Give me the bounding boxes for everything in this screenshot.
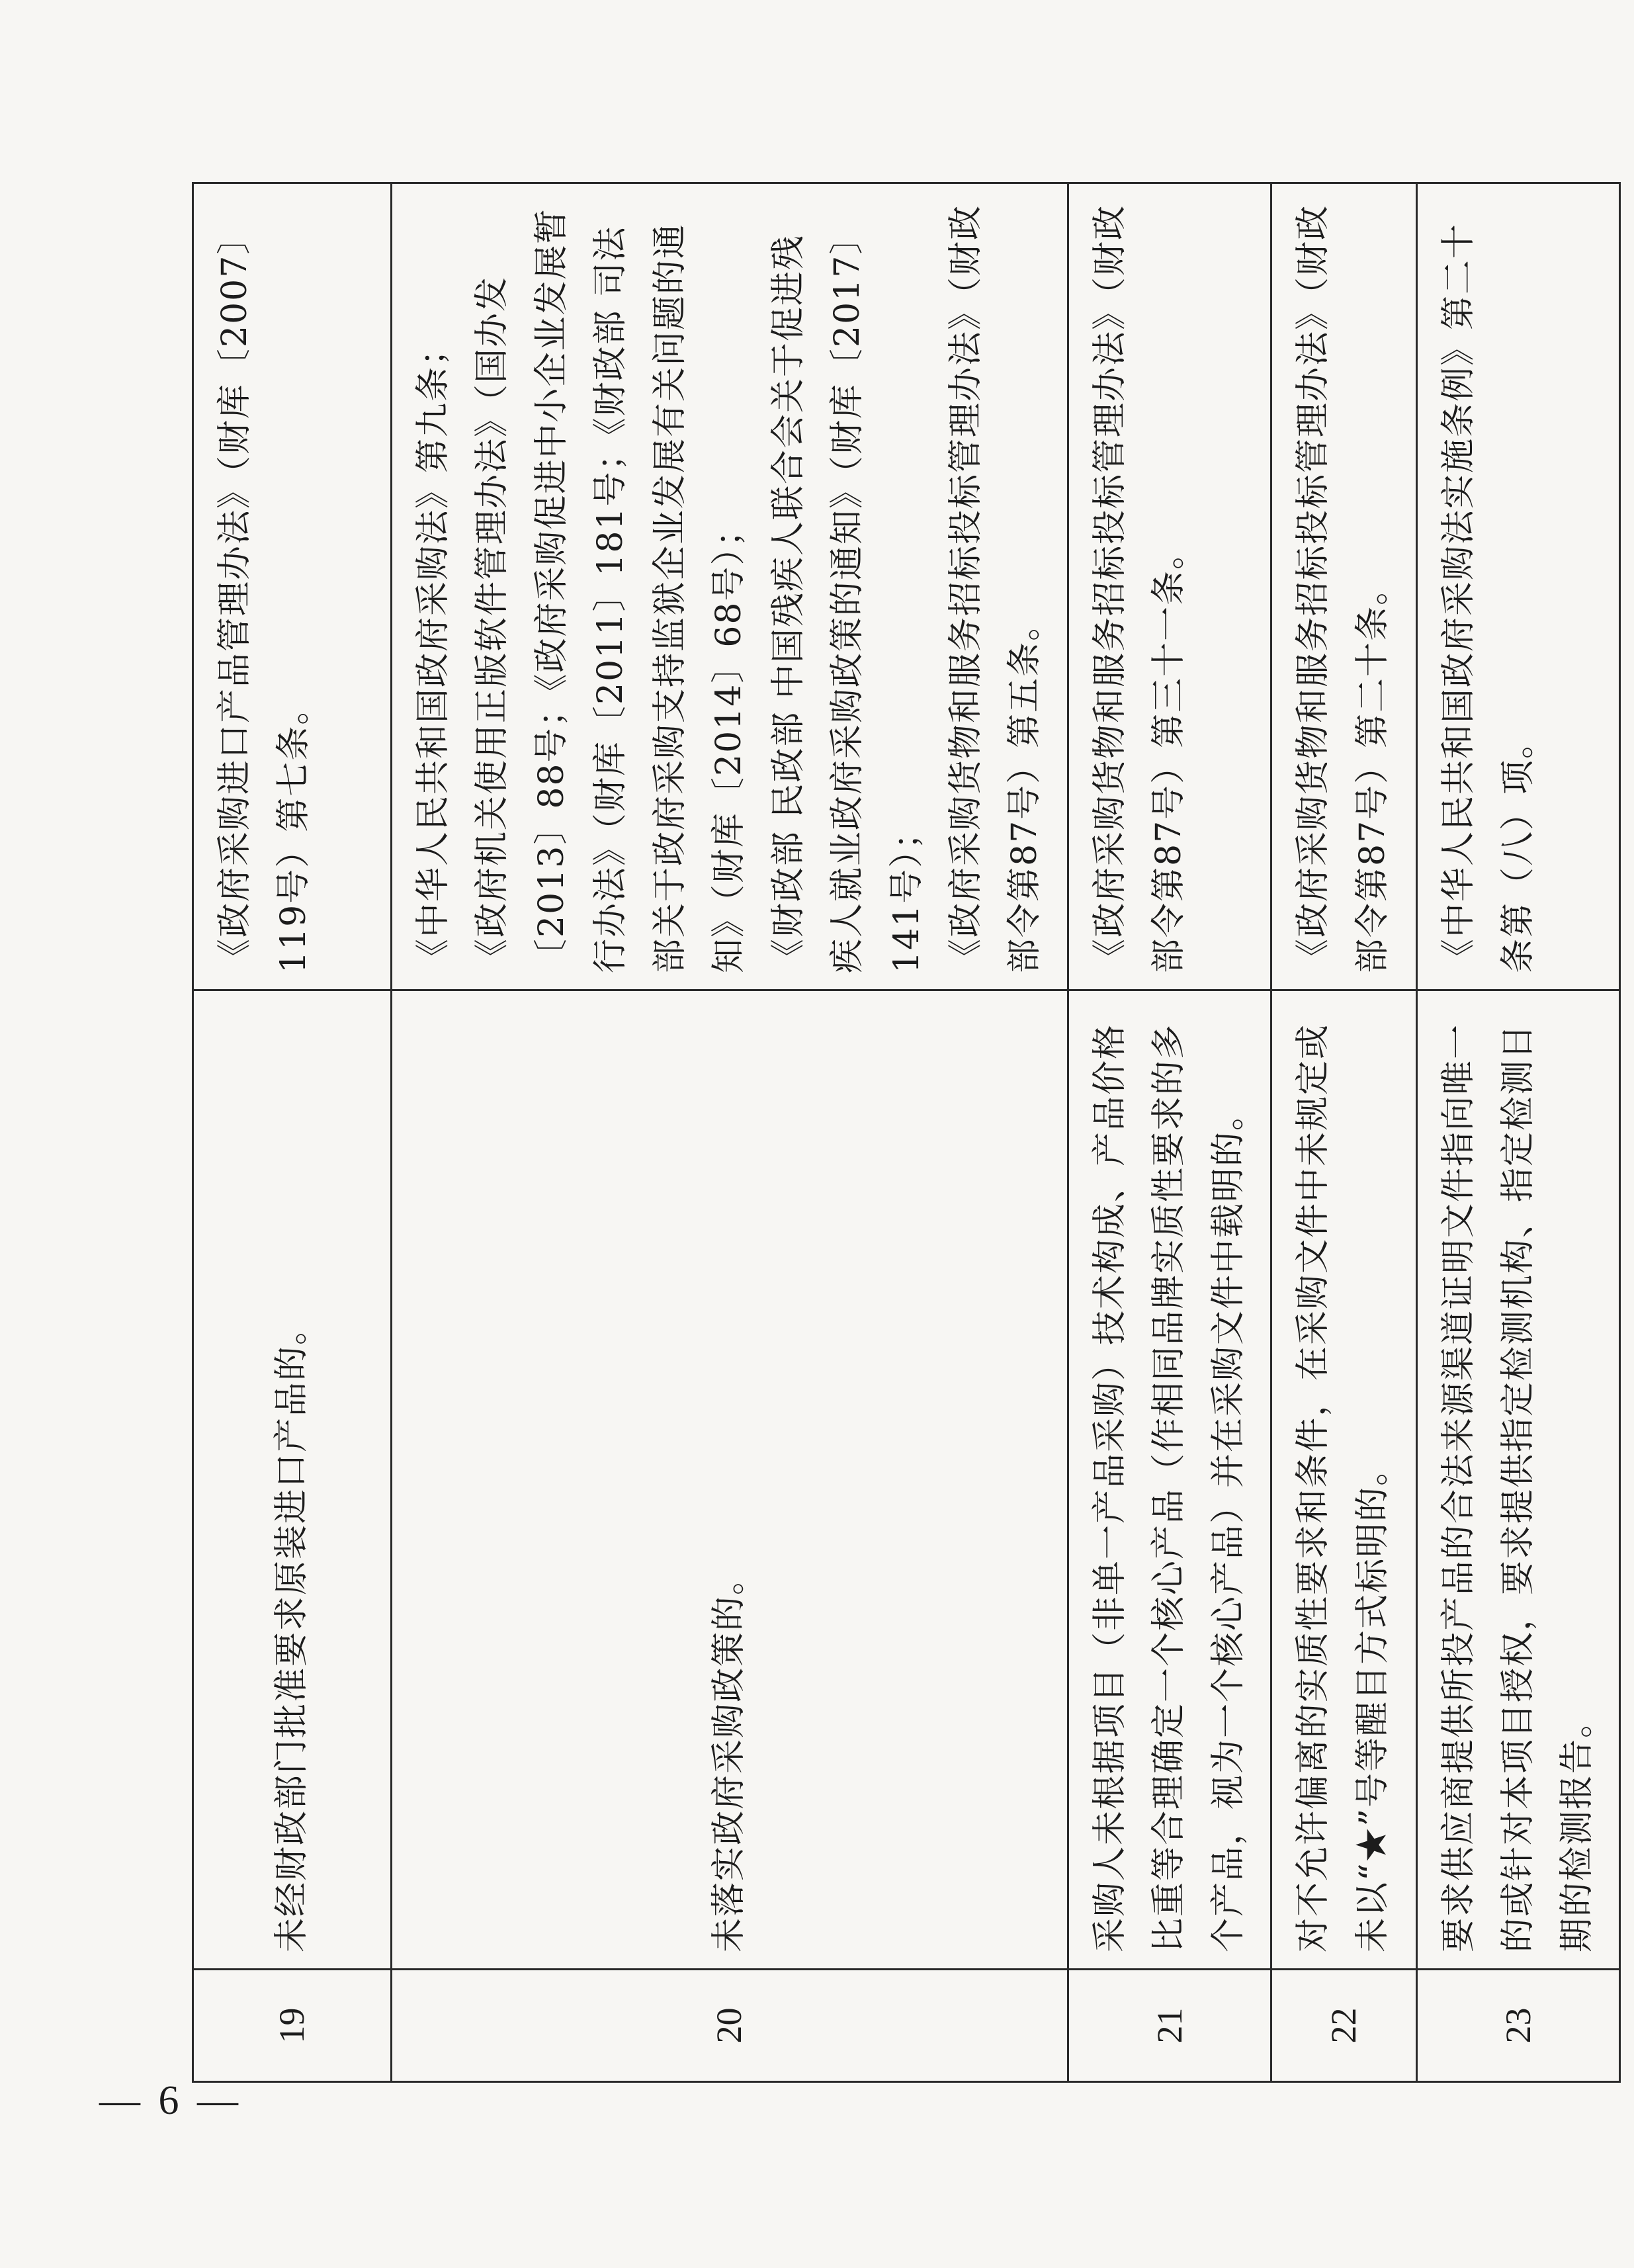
- regulation-table: [192, 182, 1621, 2083]
- problem-cell: 未经财政部门批准要求原装进口产品的。: [193, 990, 392, 1970]
- row-number: 21: [1068, 1970, 1271, 2082]
- problem-cell: 要求供应商提供所投产品的合法来源渠道证明文件指向唯一的或针对本项目授权，要求提供指定检测机构、指定检测日期的检测报告。: [1417, 990, 1620, 1970]
- page-number: — 6 —: [99, 2078, 242, 2123]
- table-row: [1271, 183, 1417, 2082]
- basis-cell: [392, 183, 1068, 990]
- basis-paragraph: 《政府采购货物和服务招标投标管理办法》（财政部令第87号）第二十条。: [1293, 204, 1393, 973]
- basis-cell: [1068, 183, 1271, 990]
- problem-cell: 对不允许偏离的实质性要求和条件，在采购文件中未规定或未以“★”号等醒目方式标明的。: [1271, 990, 1417, 1970]
- basis-paragraph: 《中华人民共和国政府采购法》第九条；: [413, 329, 453, 973]
- row-number: 20: [392, 1970, 1068, 2082]
- table-row: [1068, 183, 1271, 2082]
- problem-cell: 未落实政府采购政策的。: [392, 990, 1068, 1970]
- basis-cell: [1271, 183, 1417, 990]
- row-number: 23: [1417, 1970, 1620, 2082]
- basis-cell: [1417, 183, 1620, 990]
- basis-paragraph: 《政府机关使用正版软件管理办法》（国办发〔2013〕88号；《政府采购促进中小企业发展暂行办法》（财库〔2011〕181号；《财政部 司法部关于政府采购支持监狱企业发展有关问题的通知》（财库〔2014〕68号）；: [472, 208, 750, 973]
- basis-cell: [193, 183, 392, 990]
- table-row: [1417, 183, 1620, 2082]
- row-number: 19: [193, 1970, 392, 2082]
- table-row: [392, 183, 1068, 2082]
- basis-paragraph: 《中华人民共和国政府采购法实施条例》第二十条第（八）项。: [1439, 222, 1538, 973]
- basis-paragraph: 《政府采购货物和服务招标投标管理办法》（财政部令第87号）第三十一条。: [1090, 204, 1189, 973]
- problem-cell: 采购人未根据项目（非单一产品采购）技术构成、产品价格比重等合理确定一个核心产品（作相同品牌实质性要求的多个产品，视为一个核心产品）并在采购文件中载明的。: [1068, 990, 1271, 1970]
- basis-paragraph: 《政府采购货物和服务招标投标管理办法》（财政部令第87号）第五条。: [945, 204, 1045, 973]
- basis-paragraph: 《政府采购进口产品管理办法》（财库〔2007〕119号）第七条。: [215, 218, 314, 973]
- row-number: 22: [1271, 1970, 1417, 2082]
- table-row: [193, 183, 392, 2082]
- basis-paragraph: 《财政部 民政部 中国残疾人联合会关于促进残疾人就业政府采购政策的通知》（财库〔2017〕141号）；: [768, 218, 927, 973]
